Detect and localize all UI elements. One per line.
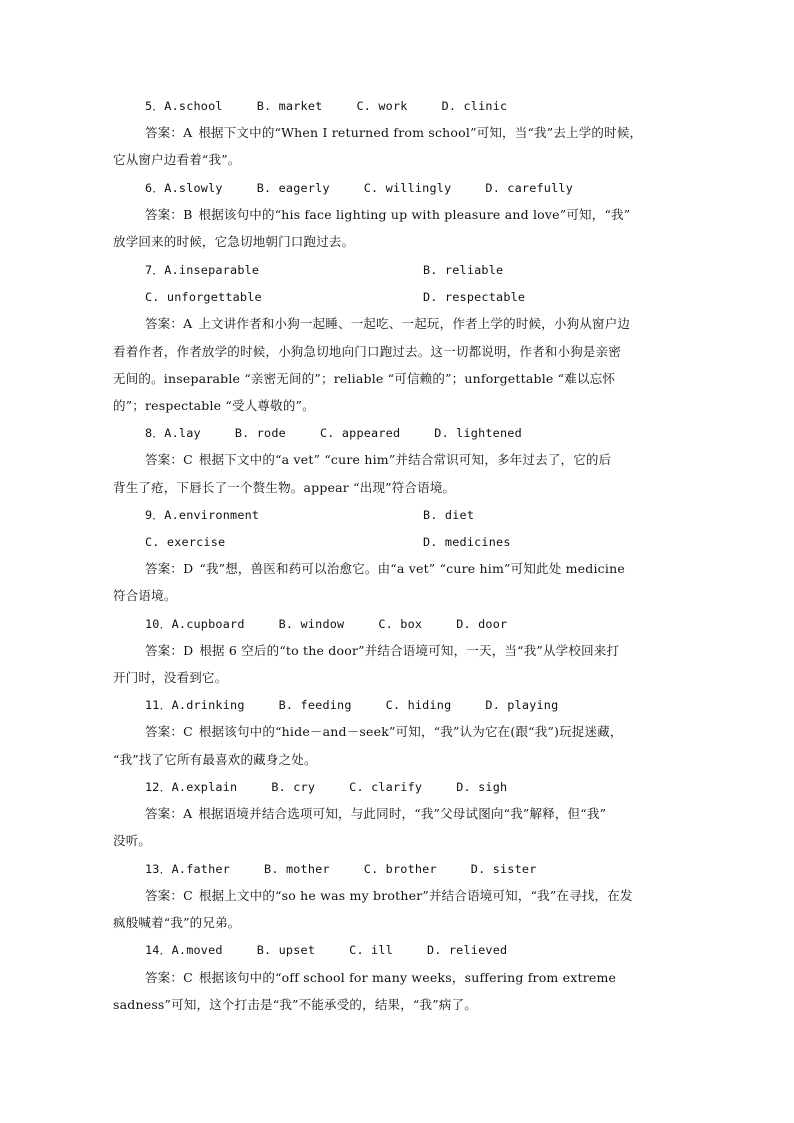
answer-text: 根据该句中的“off school for many weeks，suffering from extreme <box>198 970 617 985</box>
option-d: D. clinic <box>441 99 508 113</box>
answer-10-line-2: 开门时，没看到它。 <box>113 670 228 685</box>
option-b: B. feeding <box>278 698 352 712</box>
option-d: D. playing <box>485 698 559 712</box>
option-b: B. upset <box>256 943 316 957</box>
answer-text: 上文讲作者和小狗一起睡、一起吃、一起玩，作者上学的时候，小狗从窗户边 <box>198 316 631 331</box>
option-d: D. medicines <box>423 535 511 549</box>
answer-14-line-1 <box>145 970 685 986</box>
answer-11-line-1 <box>145 724 685 740</box>
option-c: C. hiding <box>385 698 452 712</box>
option-d: D. respectable <box>423 290 526 304</box>
option-a: 14．A.moved <box>145 943 223 957</box>
answer-label: 答案：A <box>145 125 193 140</box>
option-d: D. sister <box>470 862 537 876</box>
question-7-options-row-1 <box>145 262 685 278</box>
answer-12-line-1 <box>145 806 685 822</box>
option-d: D. carefully <box>485 181 574 195</box>
option-c: C. work <box>356 99 408 113</box>
answer-text: 根据下文中的“When I returned from school”可知，当“我”去上学的时候， <box>198 125 643 140</box>
question-6-options <box>145 180 685 196</box>
option-d: D. sigh <box>456 780 508 794</box>
answer-6-line-1 <box>145 207 685 223</box>
question-13-options <box>145 861 685 877</box>
answer-6-line-2: 放学回来的时候，它急切地朝门口跑过去。 <box>113 234 355 249</box>
option-a: 6．A.slowly <box>145 181 223 195</box>
option-d: D. relieved <box>426 943 508 957</box>
answer-text: “我”想，兽医和药可以治愈它。由“a vet” “cure him”可知此处 medicine <box>199 561 625 576</box>
question-7-options-row-2 <box>145 289 685 305</box>
option-c: C. ill <box>349 943 393 957</box>
answer-label: 答案：D <box>145 643 194 658</box>
option-a: 5．A.school <box>145 99 223 113</box>
option-a: 10．A.cupboard <box>145 617 245 631</box>
answer-5-line-1 <box>145 125 685 141</box>
answer-7-line-2: 看着作者，作者放学的时候，小狗急切地向门口跑过去。这一切都说明，作者和小狗是亲密 <box>113 344 622 359</box>
answer-5-line-2: 它从窗户边看着“我”。 <box>113 152 241 167</box>
option-c: C. box <box>378 617 423 631</box>
option-a: 11．A.drinking <box>145 698 245 712</box>
answer-12-line-2: 没听。 <box>113 833 152 848</box>
option-d: D. lightened <box>434 426 522 440</box>
answer-label: 答案：A <box>145 316 193 331</box>
option-c: C. appeared <box>319 426 401 440</box>
answer-text: 根据上文中的“so he was my brother”并结合语境可知，“我”在寻找，在发 <box>198 888 633 903</box>
option-b: B. reliable <box>423 263 504 277</box>
answer-label: 答案：B <box>145 207 193 222</box>
answer-label: 答案：A <box>145 806 193 821</box>
answer-text: 根据 6 空后的“to the door”并结合语境可知，一天，当“我”从学校回来打 <box>199 643 620 658</box>
answer-text: 根据该句中的“his face lighting up with pleasure and love”可知，“我” <box>198 207 631 222</box>
answer-8-line-2: 背生了疮，下唇长了一个赘生物。appear “出现”符合语境。 <box>113 480 456 495</box>
answer-label: 答案：C <box>145 970 193 985</box>
answer-8-line-1 <box>145 452 685 468</box>
option-a: 13．A.father <box>145 862 231 876</box>
answer-label: 答案：C <box>145 452 193 467</box>
answer-9-line-2: 符合语境。 <box>113 588 177 603</box>
answer-text: 根据下文中的“a vet” “cure him”并结合常识可知，多年过去了，它的后 <box>198 452 612 467</box>
option-b: B. diet <box>423 508 475 522</box>
option-d: D. door <box>456 617 508 631</box>
answer-7-line-3: 无间的。inseparable “亲密无间的”；reliable “可信赖的”；unforgettable “难以忘怀 <box>113 371 616 386</box>
option-b: B. cry <box>271 780 316 794</box>
question-12-options <box>145 779 685 795</box>
option-c: C. brother <box>363 862 437 876</box>
answer-11-line-2: “我”找了它所有最喜欢的藏身之处。 <box>113 752 317 767</box>
answer-7-line-4: 的”；respectable “受人尊敬的”。 <box>113 398 315 413</box>
option-c: C. clarify <box>349 780 423 794</box>
answer-text: 根据该句中的“hide－and－seek”可知，“我”认为它在(跟“我”)玩捉迷藏， <box>198 724 623 739</box>
question-14-options <box>145 942 685 958</box>
answer-9-line-1 <box>145 561 685 577</box>
answer-7-line-1 <box>145 316 685 332</box>
question-9-options-row-1 <box>145 507 685 523</box>
option-a: 9．A.environment <box>145 508 260 522</box>
answer-14-line-2: sadness”可知，这个打击是“我”不能承受的，结果，“我”病了。 <box>113 997 477 1012</box>
question-9-options-row-2 <box>145 534 685 550</box>
option-b: B. mother <box>264 862 330 876</box>
option-a: 8．A.lay <box>145 426 201 440</box>
option-a: 12．A.explain <box>145 780 238 794</box>
question-10-options <box>145 616 685 632</box>
answer-10-line-1 <box>145 643 685 659</box>
question-5-options <box>145 98 685 114</box>
option-b: B. rode <box>234 426 286 440</box>
answer-label: 答案：C <box>145 888 193 903</box>
option-c: C. unforgettable <box>145 290 262 304</box>
answer-label: 答案：D <box>145 561 194 576</box>
answer-13-line-2: 疯般喊着“我”的兄弟。 <box>113 915 241 930</box>
question-8-options <box>145 425 685 441</box>
answer-13-line-1 <box>145 888 685 904</box>
answer-label: 答案：C <box>145 724 193 739</box>
option-c: C. exercise <box>145 535 226 549</box>
answer-text: 根据语境并结合选项可知，与此同时，“我”父母试图向“我”解释，但“我” <box>198 806 607 821</box>
question-11-options <box>145 697 685 713</box>
option-b: B. market <box>256 99 323 113</box>
option-b: B. eagerly <box>256 181 330 195</box>
option-a: 7．A.inseparable <box>145 263 260 277</box>
option-b: B. window <box>278 617 345 631</box>
option-c: C. willingly <box>363 181 452 195</box>
